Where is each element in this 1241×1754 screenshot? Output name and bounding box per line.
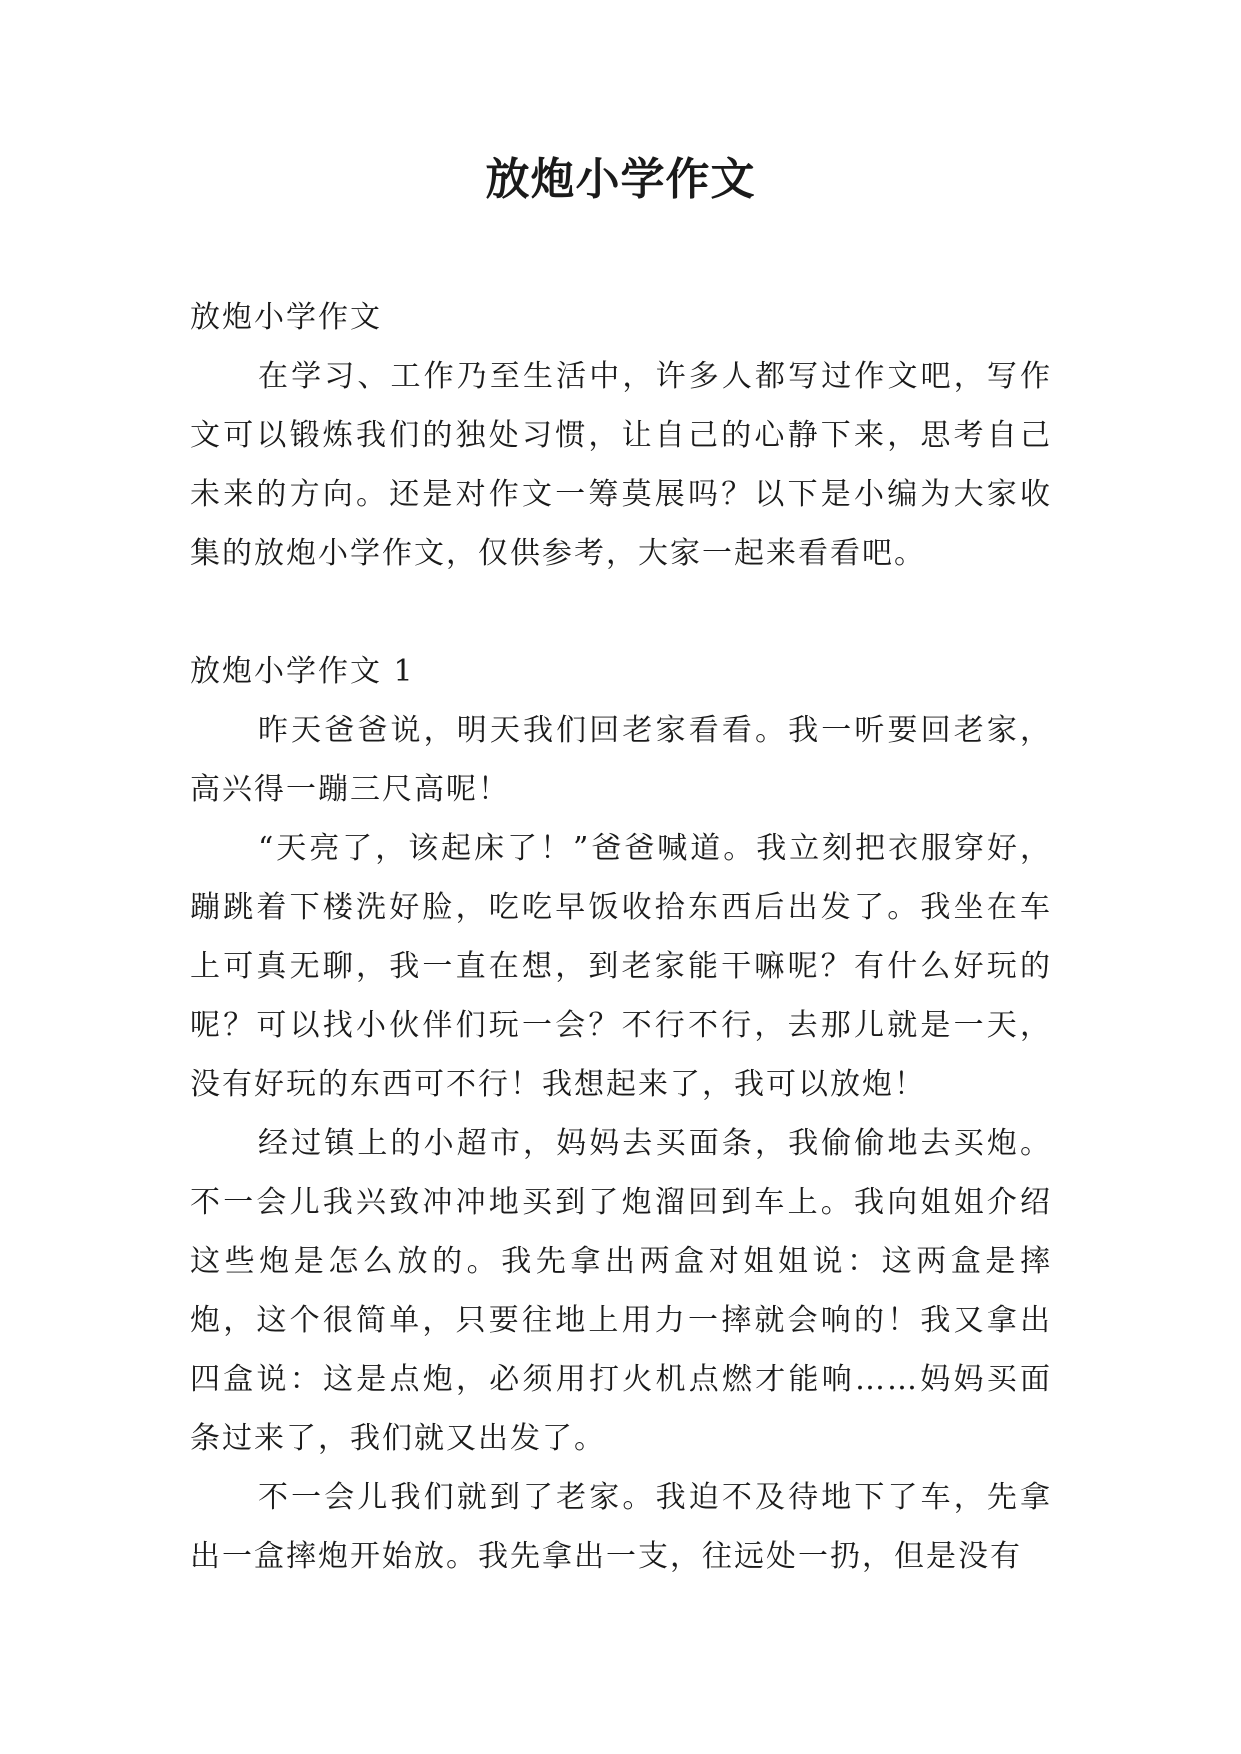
section-spacer [190,583,1052,642]
intro-paragraph: 在学习、工作乃至生活中，许多人都写过作文吧，写作文可以锻炼我们的独处习惯，让自己的心静下来，思考自己未来的方向。还是对作文一筹莫展吗？以下是小编为大家收集的放炮小学作文，仅供参考，大家一起来看看吧。 [190,359,1052,571]
essay-heading: 放炮小学作文 1 [190,654,415,689]
essay-paragraph: “天亮了，该起床了！”爸爸喊道。我立刻把衣服穿好，蹦跳着下楼洗好脸，吃吃早饭收拾东西后出发了。我坐在车上可真无聊，我一直在想，到老家能干嘛呢？有什么好玩的呢？可以找小伙伴们玩一会？不行不行，去那儿就是一天，没有好玩的东西可不行！我想起来了，我可以放炮！ [190,831,1052,1102]
document-title: 放炮小学作文 [485,154,756,205]
essay-paragraph: 经过镇上的小超市，妈妈去买面条，我偷偷地去买炮。不一会儿我兴致冲冲地买到了炮溜回到车上。我向姐姐介绍这些炮是怎么放的。我先拿出两盒对姐姐说：这两盒是摔炮，这个很简单，只要往地上用力一摔就会响的！我又拿出四盒说：这是点炮，必须用打火机点燃才能响……妈妈买面条过来了，我们就又出发了。 [190,1126,1052,1456]
essay-paragraph: 昨天爸爸说，明天我们回老家看看。我一听要回老家，高兴得一蹦三尺高呢！ [190,713,1052,807]
essay-paragraph: 不一会儿我们就到了老家。我迫不及待地下了车，先拿出一盒摔炮开始放。我先拿出一支，往远处一扔，但是没有 [190,1480,1052,1574]
document-body [190,288,1052,1586]
intro-heading: 放炮小学作文 [190,300,382,335]
